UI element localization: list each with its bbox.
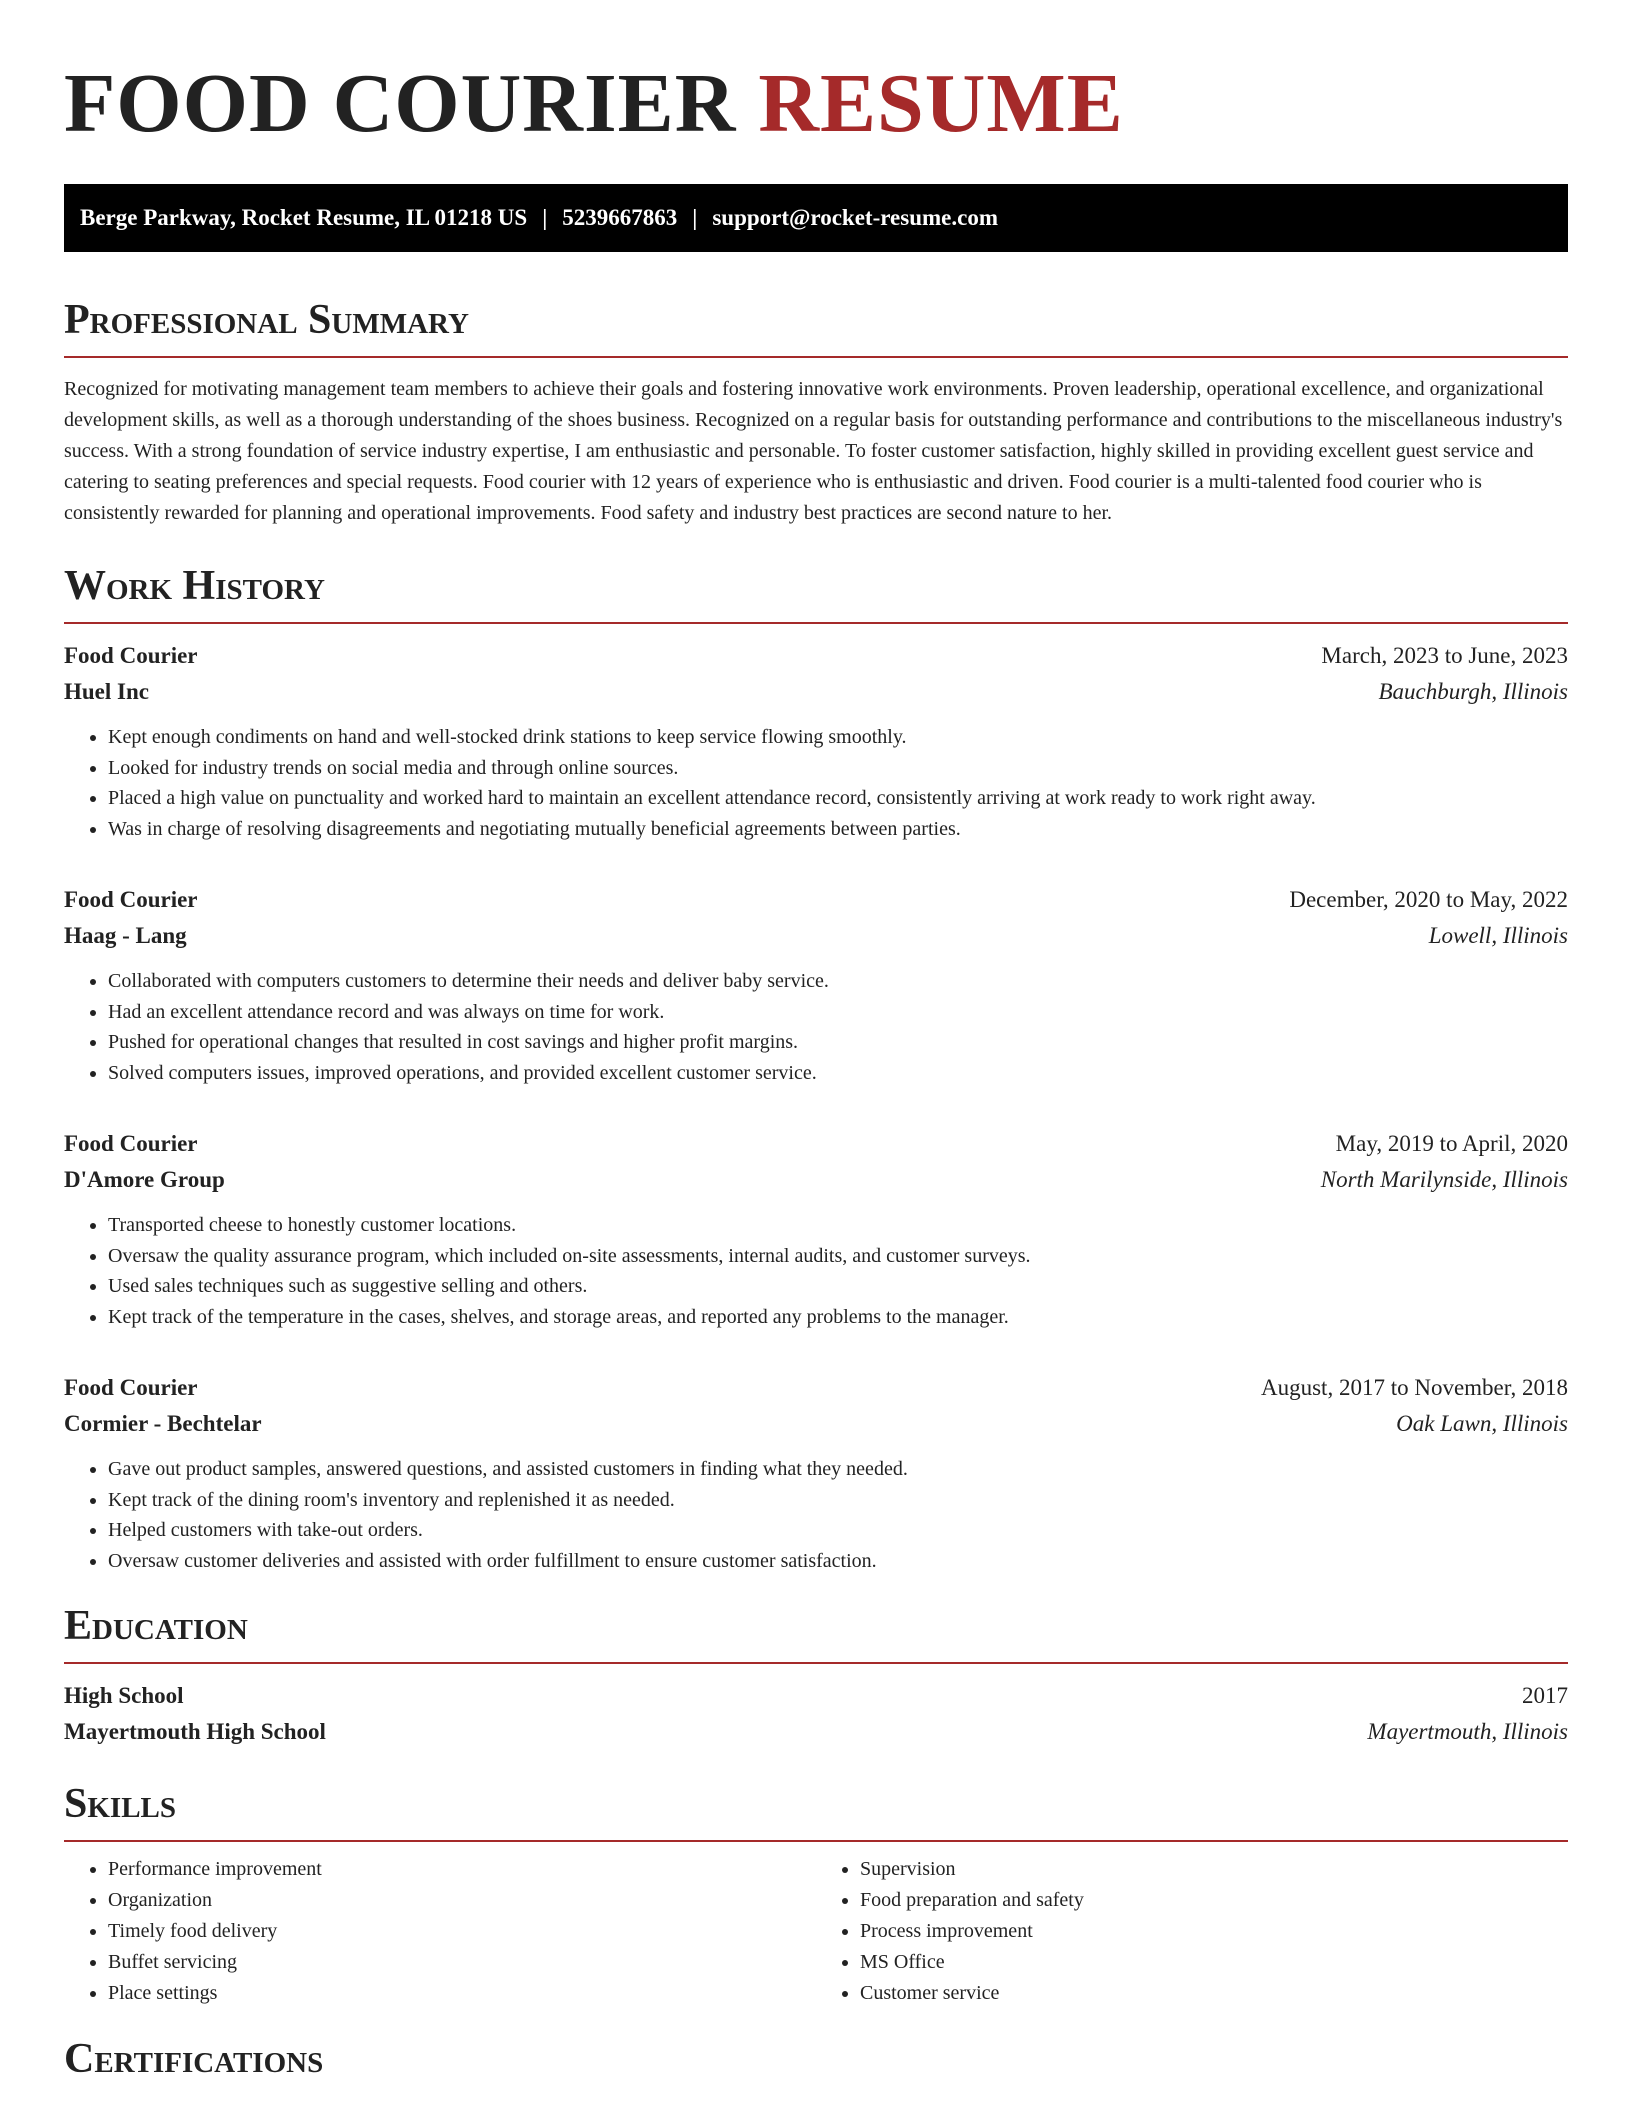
job-duties: [64, 1454, 1568, 1576]
skills-section: [64, 1778, 1568, 2009]
duty-item: • Transported cheese to honestly customer locations.: [108, 1210, 1568, 1241]
job-dates: March, 2023 to June, 2023: [1321, 643, 1568, 668]
job-title: Food Courier: [64, 887, 198, 912]
education-degree: High School: [64, 1683, 184, 1708]
job-entry: [64, 882, 1568, 1088]
job-company: D'Amore Group: [64, 1167, 225, 1192]
summary-heading: Professional Summary: [64, 297, 469, 343]
document-title: [64, 58, 1568, 150]
skills-column-right: [816, 1854, 1568, 2009]
contact-email: support@rocket-resume.com: [712, 205, 998, 230]
duty-item: • Kept enough condiments on hand and well-stocked drink stations to keep service flowing smoothly.: [108, 722, 1568, 753]
job-dates: December, 2020 to May, 2022: [1289, 887, 1568, 912]
duty-item: • Used sales techniques such as suggestive selling and others.: [108, 1271, 1568, 1302]
job-title: Food Courier: [64, 1375, 198, 1400]
section-divider: [64, 356, 1568, 358]
contact-separator: |: [692, 205, 698, 230]
duty-item: • Collaborated with computers customers to determine their needs and deliver baby service.: [108, 966, 1568, 997]
contact-bar: [64, 184, 1568, 252]
duty-item: • Gave out product samples, answered questions, and assisted customers in finding what they needed.: [108, 1454, 1568, 1485]
skill-item: • Performance improvement: [108, 1854, 816, 1885]
skills-heading: Skills: [64, 1781, 177, 1827]
job-dates: May, 2019 to April, 2020: [1335, 1131, 1568, 1156]
job-duties: [64, 966, 1568, 1088]
certifications-section: [64, 2033, 1568, 2085]
skill-item: • Customer service: [860, 1978, 1568, 2009]
job-location: North Marilynside, Illinois: [1320, 1167, 1568, 1192]
job-company: Cormier - Bechtelar: [64, 1411, 262, 1436]
job-company: Haag - Lang: [64, 923, 187, 948]
job-location: Lowell, Illinois: [1428, 923, 1568, 948]
title-main: FOOD COURIER: [64, 57, 737, 150]
contact-address: Berge Parkway, Rocket Resume, IL 01218 US: [80, 205, 528, 230]
job-dates: August, 2017 to November, 2018: [1261, 1375, 1568, 1400]
job-entry: [64, 1126, 1568, 1332]
duty-item: • Oversaw customer deliveries and assisted with order fulfillment to ensure customer satisfaction.: [108, 1546, 1568, 1577]
education-heading: Education: [64, 1603, 248, 1649]
skill-item: • MS Office: [860, 1947, 1568, 1978]
duty-item: • Solved computers issues, improved operations, and provided excellent customer service.: [108, 1058, 1568, 1089]
skill-item: • Organization: [108, 1885, 816, 1916]
section-divider: [64, 622, 1568, 624]
duty-item: • Placed a high value on punctuality and worked hard to maintain an excellent attendance record, consistently arriving at work ready to work right away.: [108, 783, 1568, 814]
duty-item: • Kept track of the dining room's inventory and replenished it as needed.: [108, 1485, 1568, 1516]
education-entry: [64, 1678, 1568, 1750]
duty-item: • Was in charge of resolving disagreements and negotiating mutually beneficial agreements between parties.: [108, 814, 1568, 845]
duty-item: • Oversaw the quality assurance program, which included on-site assessments, internal audits, and customer surveys.: [108, 1241, 1568, 1272]
education-school: Mayertmouth High School: [64, 1719, 326, 1744]
education-year: 2017: [1522, 1683, 1568, 1708]
work-history-heading: Work History: [64, 563, 325, 609]
certifications-heading: Certifications: [64, 2036, 324, 2082]
section-divider: [64, 1840, 1568, 1842]
job-location: Bauchburgh, Illinois: [1378, 679, 1568, 704]
title-accent: RESUME: [758, 57, 1124, 150]
job-duties: [64, 722, 1568, 844]
job-entry: [64, 638, 1568, 844]
education-section: [64, 1600, 1568, 1750]
skills-column-left: [64, 1854, 816, 2009]
work-history-section: [64, 560, 1568, 1576]
skill-item: • Timely food delivery: [108, 1916, 816, 1947]
job-location: Oak Lawn, Illinois: [1396, 1411, 1568, 1436]
duty-item: • Looked for industry trends on social media and through online sources.: [108, 753, 1568, 784]
job-title: Food Courier: [64, 643, 198, 668]
skills-grid: [64, 1854, 1568, 2009]
section-divider: [64, 1662, 1568, 1664]
duty-item: • Helped customers with take-out orders.: [108, 1515, 1568, 1546]
summary-section: [64, 294, 1568, 529]
skill-item: • Process improvement: [860, 1916, 1568, 1947]
contact-separator: |: [542, 205, 548, 230]
job-title: Food Courier: [64, 1131, 198, 1156]
skill-item: • Place settings: [108, 1978, 816, 2009]
duty-item: • Kept track of the temperature in the cases, shelves, and storage areas, and reported any problems to the manager.: [108, 1302, 1568, 1333]
skill-item: • Buffet servicing: [108, 1947, 816, 1978]
duty-item: • Pushed for operational changes that resulted in cost savings and higher profit margins.: [108, 1027, 1568, 1058]
skill-item: • Supervision: [860, 1854, 1568, 1885]
skill-item: • Food preparation and safety: [860, 1885, 1568, 1916]
education-location: Mayertmouth, Illinois: [1367, 1719, 1568, 1744]
job-entry: [64, 1370, 1568, 1576]
contact-phone: 5239667863: [562, 205, 678, 230]
job-duties: [64, 1210, 1568, 1332]
duty-item: • Had an excellent attendance record and was always on time for work.: [108, 997, 1568, 1028]
job-company: Huel Inc: [64, 679, 149, 704]
summary-text: Recognized for motivating management team members to achieve their goals and fostering innovative work environments. Proven leadership, operational excellence, and organizational development skills, as well as a thorough understanding of the shoes business. Recognized on a regular basis for outstanding performance and contributions to the miscellaneous industry's success. With a strong foundation of service industry expertise, I am enthusiastic and personable. To foster customer satisfaction, highly skilled in providing excellent guest service and catering to seating preferences and special requests. Food courier with 12 years of experience who is enthusiastic and driven. Food courier is a multi-talented food courier who is consistently rewarded for planning and operational improvements. Food safety and industry best practices are second nature to her.: [64, 378, 1563, 524]
